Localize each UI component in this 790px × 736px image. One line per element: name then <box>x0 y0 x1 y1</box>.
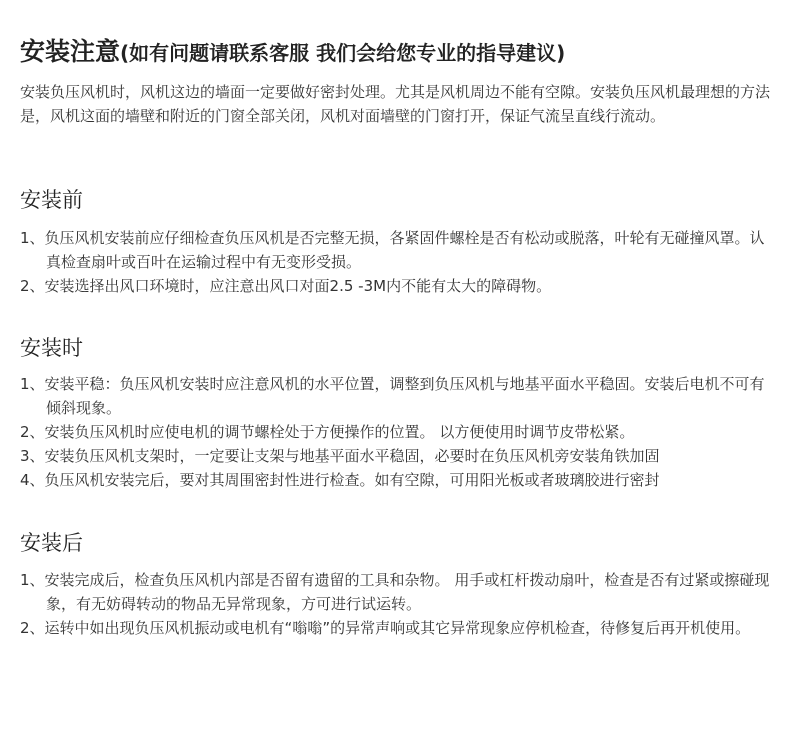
before-install-list <box>20 226 775 298</box>
list-item: 4、负压风机安装完后，要对其周围密封性进行检查。如有空隙，可用阳光板或者玻璃胶进行密封 <box>20 471 660 489</box>
list-item: 1、安装平稳：负压风机安装时应注意风机的水平位置，调整到负压风机与地基平面水平稳固。安装后电机不可有倾斜现象。 <box>20 375 765 417</box>
page-title <box>20 32 565 68</box>
during-install-list <box>20 372 775 492</box>
page-title-main: 安装注意 <box>20 37 121 66</box>
list-item: 1、负压风机安装前应仔细检查负压风机是否完整无损，各紧固件螺栓是否有松动或脱落，叶轮有无碰撞风罩。认真检查扇叶或百叶在运输过程中有无变形受损。 <box>20 229 765 271</box>
list-item: 2、安装负压风机时应使电机的调节螺栓处于方便操作的位置。 以方便使用时调节皮带松紧。 <box>20 423 635 441</box>
section-title-after-install: 安装后 <box>20 531 83 555</box>
list-item: 3、安装负压风机支架时，一定要让支架与地基平面水平稳固，必要时在负压风机旁安装角铁加固 <box>20 447 660 465</box>
list-item: 2、运转中如出现负压风机振动或电机有“嗡嗡”的异常声响或其它异常现象应停机检查，待修复后再开机使用。 <box>20 619 751 637</box>
list-item: 1、安装完成后，检查负压风机内部是否留有遗留的工具和杂物。 用手或杠杆拨动扇叶，检查是否有过紧或擦碰现象，有无妨碍转动的物品无异常现象，方可进行试运转。 <box>20 571 770 613</box>
section-title-before-install: 安装前 <box>20 188 83 212</box>
list-item: 2、安装选择出风口环境时，应注意出风口对面2.5 -3M内不能有太大的障碍物。 <box>20 277 552 295</box>
intro-paragraph: 安装负压风机时，风机这边的墙面一定要做好密封处理。尤其是风机周边不能有空隙。安装负压风机最理想的方法是，风机这面的墙壁和附近的门窗全部关闭，风机对面墙壁的门窗打开，保证气流呈直线行流动。 <box>20 83 771 125</box>
page-title-subtitle: (如有问题请联系客服 我们会给您专业的指导建议) <box>120 41 566 65</box>
after-install-list <box>20 568 775 640</box>
section-title-during-install: 安装时 <box>20 336 83 360</box>
